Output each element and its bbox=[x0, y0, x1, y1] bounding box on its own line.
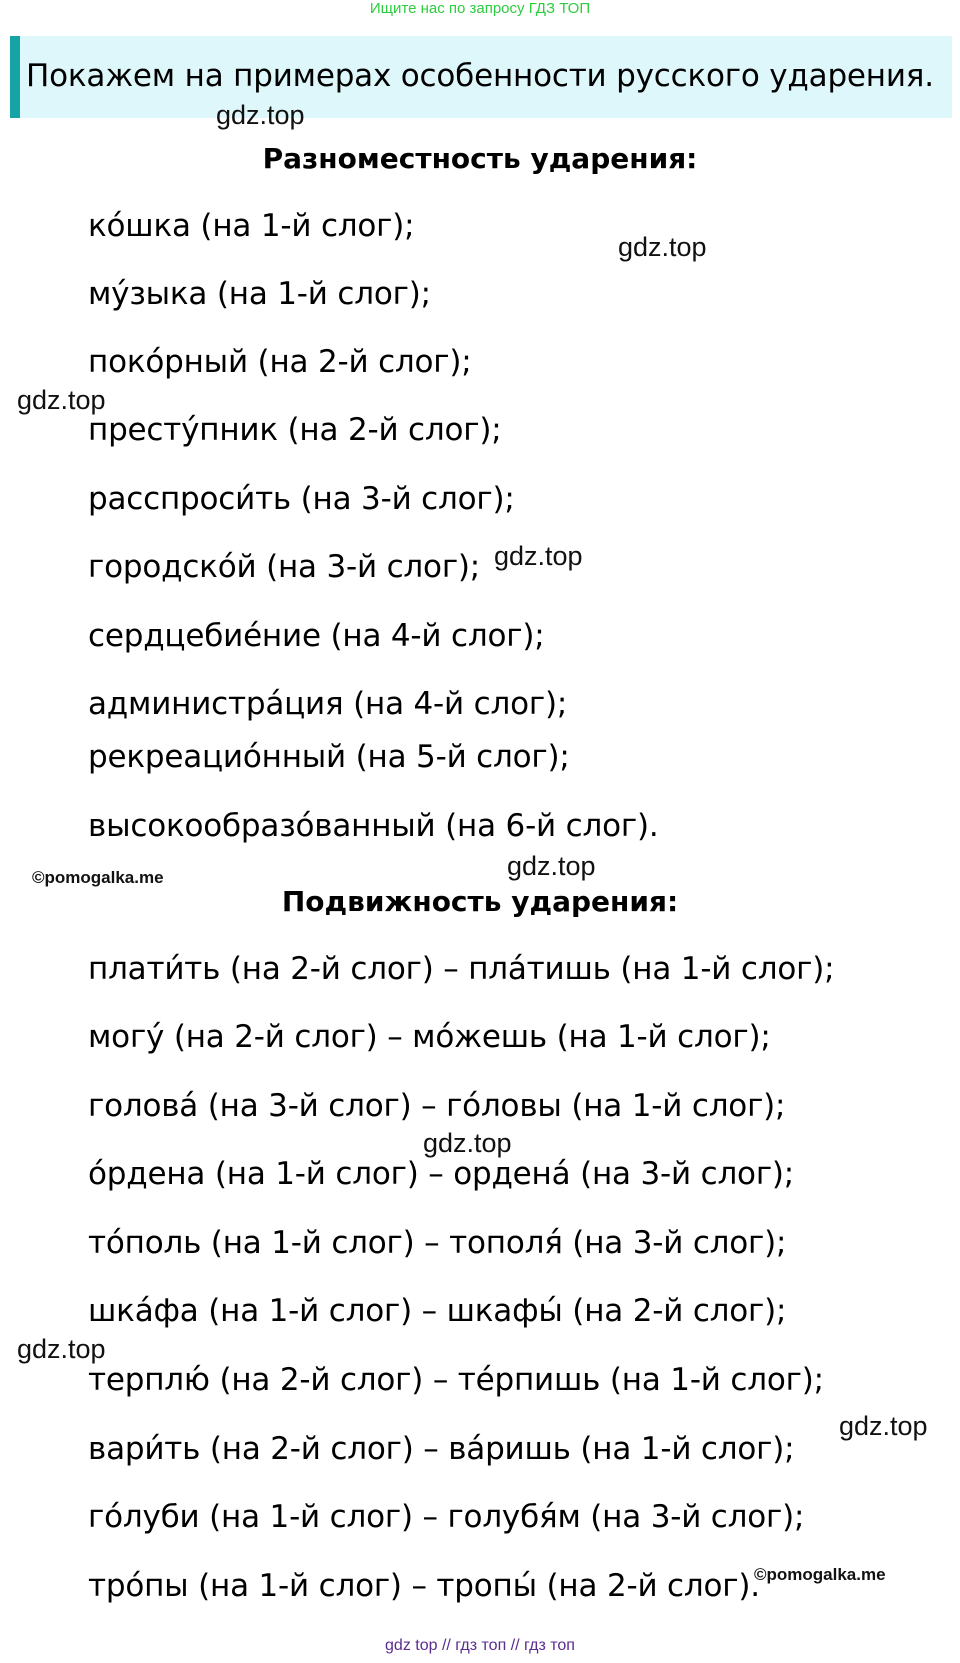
footer-links: gdz top // гдз топ // гдз топ bbox=[385, 1637, 575, 1654]
list-item: высокообразо́ванный (на 6-й слог). bbox=[88, 808, 659, 844]
list-item: голова́ (на 3-й слог) – го́ловы (на 1-й слог); bbox=[88, 1088, 786, 1124]
list-item: расспроси́ть (на 3-й слог); bbox=[88, 481, 515, 517]
watermark: gdz.top bbox=[839, 1411, 928, 1441]
list-item: ко́шка (на 1-й слог); bbox=[88, 208, 415, 244]
list-item: о́рдена (на 1-й слог) – ордена́ (на 3-й слог); bbox=[88, 1156, 795, 1192]
watermark: gdz.top bbox=[618, 232, 707, 262]
list-item: престу́пник (на 2-й слог); bbox=[88, 412, 502, 448]
watermark: gdz.top bbox=[216, 100, 305, 130]
list-item: могу́ (на 2-й слог) – мо́жешь (на 1-й слог); bbox=[88, 1019, 771, 1055]
section-heading-stress-placement: Разноместность ударения: bbox=[262, 142, 698, 175]
watermark: gdz.top bbox=[423, 1128, 512, 1158]
list-item: то́поль (на 1-й слог) – тополя́ (на 3-й слог); bbox=[88, 1225, 787, 1261]
list-item: сердцебие́ние (на 4-й слог); bbox=[88, 618, 545, 654]
watermark: gdz.top bbox=[17, 1334, 106, 1364]
copyright-mark: ©pomogalka.me bbox=[754, 1565, 886, 1584]
watermark: gdz.top bbox=[507, 851, 596, 881]
list-item: тро́пы (на 1-й слог) – тропы́ (на 2-й слог). bbox=[88, 1568, 760, 1604]
list-item: рекреацио́нный (на 5-й слог); bbox=[88, 739, 570, 775]
list-item: администра́ция (на 4-й слог); bbox=[88, 686, 568, 722]
list-item: му́зыка (на 1-й слог); bbox=[88, 276, 431, 312]
section-heading-stress-mobility: Подвижность ударения: bbox=[281, 885, 679, 918]
watermark: gdz.top bbox=[494, 541, 583, 571]
copyright-mark: ©pomogalka.me bbox=[32, 868, 164, 887]
list-item: терплю́ (на 2-й слог) – те́рпишь (на 1-й слог); bbox=[88, 1362, 824, 1398]
top-banner: Ищите нас по запросу ГДЗ ТОП bbox=[369, 0, 591, 17]
list-item: шка́фа (на 1-й слог) – шкафы́ (на 2-й слог); bbox=[88, 1293, 787, 1329]
list-item: вари́ть (на 2-й слог) – ва́ришь (на 1-й слог); bbox=[88, 1431, 795, 1467]
list-item: плати́ть (на 2-й слог) – пла́тишь (на 1-й слог); bbox=[88, 951, 835, 987]
list-item: городско́й (на 3-й слог); bbox=[88, 549, 481, 585]
watermark: gdz.top bbox=[17, 385, 106, 415]
list-item: го́луби (на 1-й слог) – голубя́м (на 3-й слог); bbox=[88, 1499, 805, 1535]
page-title: Покажем на примерах особенности русского ударения. bbox=[26, 58, 934, 94]
list-item: поко́рный (на 2-й слог); bbox=[88, 344, 472, 380]
